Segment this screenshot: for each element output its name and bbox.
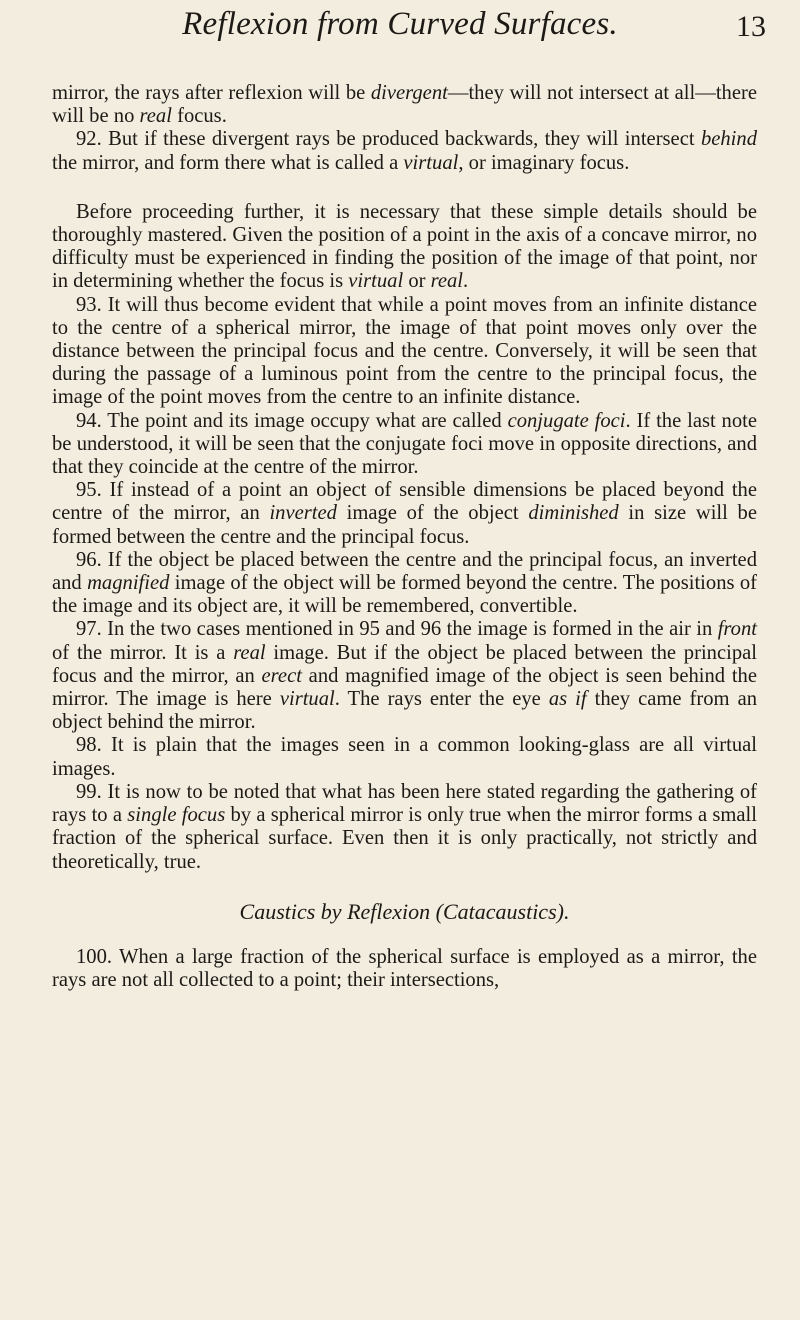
section-heading [52, 900, 757, 923]
heading-italic: Caustics by Reflexion [239, 898, 431, 924]
heading-text: ( [430, 898, 443, 924]
paragraph-before-proceeding [52, 201, 757, 294]
text-run: , or imaginary focus. [458, 151, 630, 174]
italic-run: inverted [269, 502, 337, 525]
italic-run: divergent [370, 82, 448, 104]
spacer [52, 175, 757, 201]
text-run: Before proceeding further, it is necessary that these simple details should be thoroughly mastered. Given the position of a point in the axis of a concave mirror, no difficulty must be experienced in finding the position of the image of that point, nor in determining whether the focus is [52, 200, 757, 293]
text-run: . If the last note be understood, it will be seen that the conjugate foci move in opposite directions, and that they coincide at the centre of the mirror. [52, 409, 758, 479]
text-run: they came from an object behind the mirror. [52, 688, 758, 734]
text-run: of the mirror. It is a [52, 641, 234, 664]
text-run: image of the object [336, 502, 529, 525]
text-run: . The rays enter the eye [334, 688, 549, 711]
italic-run: virtual [403, 151, 459, 174]
italic-run: diminished [528, 502, 619, 525]
paragraph-99 [52, 781, 757, 874]
paragraph-92 [52, 128, 757, 174]
italic-run: real [139, 105, 172, 128]
text-run: 95. If instead of a point an object of sensible dimensions be placed beyond the centre of the mirror, an [52, 479, 757, 525]
text-run: the mirror, and form there what is called a [52, 151, 404, 174]
paragraph-98: 98. It is plain that the images seen in a common looking-glass are all virtual images. [52, 734, 757, 780]
paragraph-96 [52, 549, 757, 619]
italic-run: real [430, 270, 464, 293]
page-header [0, 6, 800, 66]
text-run: 96. If the object be placed between the centre and the principal focus, an inverted and [52, 548, 757, 595]
text-run: or [403, 270, 431, 293]
italic-run: erect [261, 664, 302, 687]
paragraph-97 [52, 618, 757, 734]
paragraph-93: 93. It will thus become evident that while a point moves from an infinite distance to the centre of a spherical mirror, the image of that point moves only over the distance between the principal focus and the centre. Conversely, it will be seen that during the passage of a luminous point from the centre to the principal focus, the image of the point moves from the centre to an infinite distance. [52, 293, 757, 409]
text-run: . [463, 270, 469, 293]
spacer [52, 923, 757, 946]
running-title: Reflexion from Curved Surfaces. [182, 6, 618, 42]
text-run: focus. [171, 105, 227, 128]
paragraph-94 [52, 410, 757, 480]
paragraph-91-continued [52, 82, 757, 128]
italic-run: real [233, 641, 266, 664]
text-run: in size will be formed between the centre and the principal focus. [52, 502, 757, 548]
italic-run: front [717, 618, 757, 641]
spacer [52, 874, 757, 900]
text-run: 94. The point and its image occupy what are called [76, 409, 508, 432]
italic-run: virtual [279, 688, 335, 711]
page-body [52, 82, 757, 992]
text-run: —they will not intersect at all—there will be no [52, 82, 757, 128]
text-run: 99. It is now to be noted that what has been here stated regarding the gathering of rays to a [52, 780, 757, 827]
heading-text: ). [556, 898, 570, 924]
italic-run: virtual [348, 270, 404, 293]
text-run: image of the object will be formed beyond the centre. The positions of the image and its object are, it will be remembered, convertible. [52, 572, 757, 618]
page-number: 13 [736, 10, 766, 43]
italic-run: single focus [127, 804, 226, 827]
paragraph-100: 100. When a large fraction of the spherical surface is employed as a mirror, the rays are not all collected to a point; their intersections, [52, 945, 757, 992]
text-run: image. But if the object be placed between the principal focus and the mirror, an [52, 641, 757, 687]
paragraph-95 [52, 479, 757, 549]
italic-run: conjugate foci [507, 409, 626, 432]
heading-italic: Catacaustics [442, 898, 557, 924]
text-run: mirror, the rays after reflexion will be [52, 82, 371, 104]
italic-run: behind [700, 128, 757, 151]
italic-run: magnified [87, 572, 170, 595]
text-run: 92. But if these divergent rays be produced backwards, they will intersect [76, 128, 701, 151]
italic-run: as if [548, 688, 587, 711]
text-run: by a spherical mirror is only true when the mirror forms a small fraction of the spherical surface. Even then it is only practically, not strictly and theoretically, true. [52, 804, 757, 873]
text-run: 97. In the two cases mentioned in 95 and 96 the image is formed in the air in [76, 618, 718, 641]
text-run: and magnified image of the object is seen behind the mirror. The image is here [52, 664, 757, 711]
